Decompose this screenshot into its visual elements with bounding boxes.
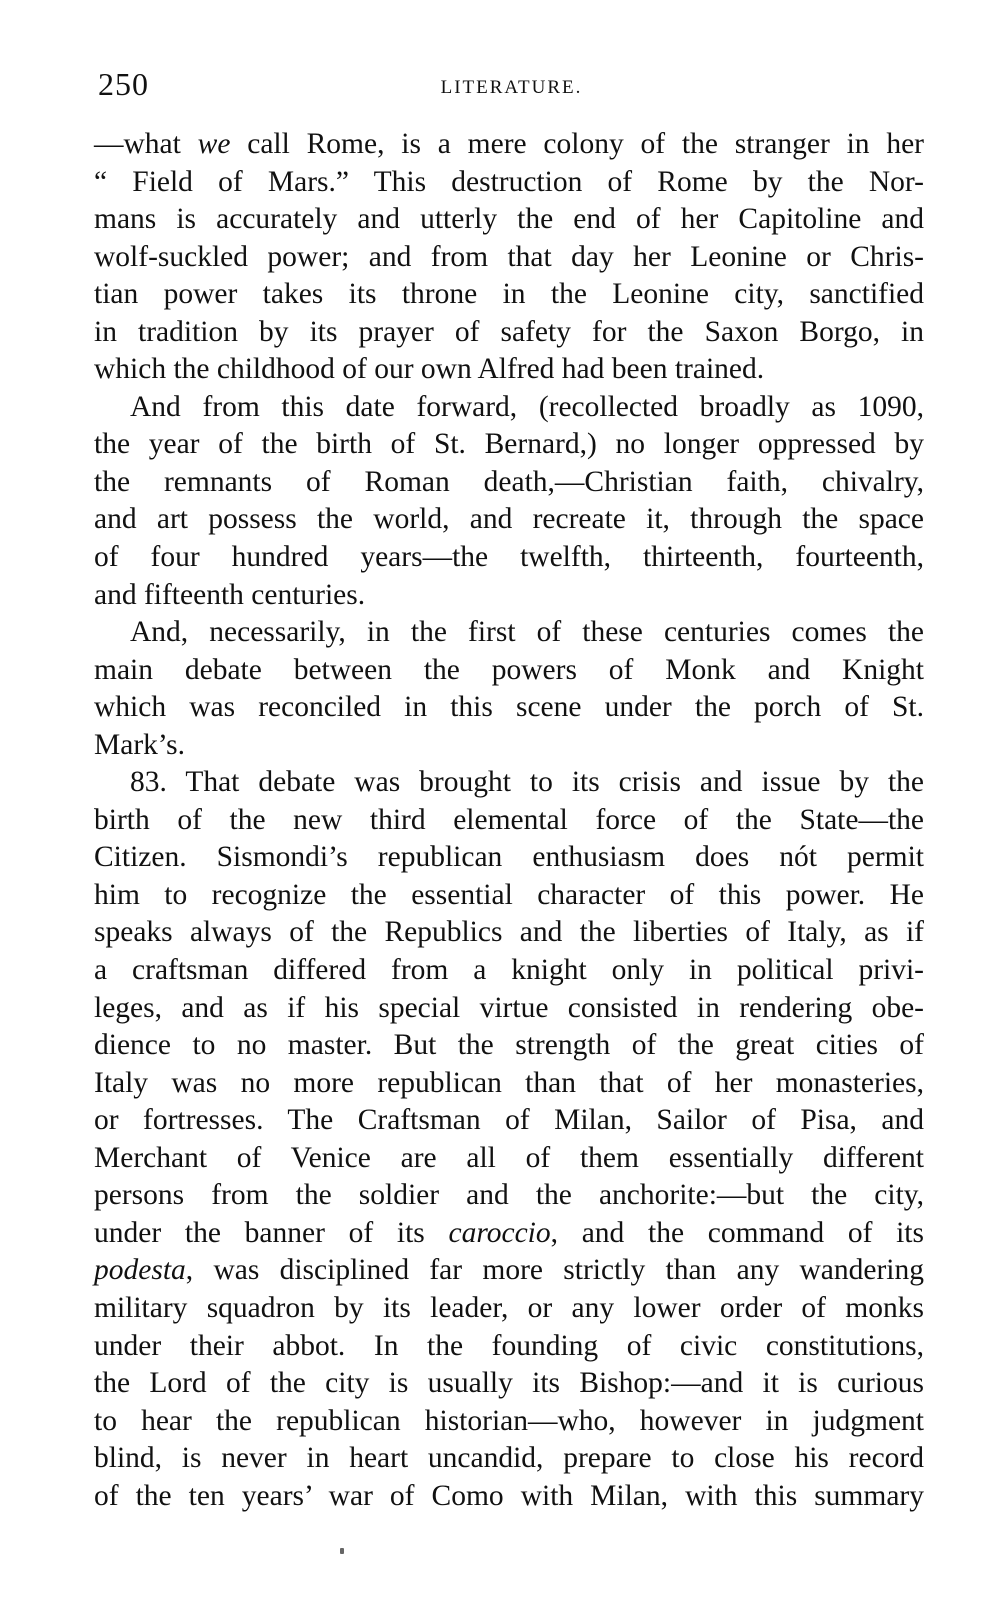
text-line: dience to no master. But the strength of the great cities of: [94, 1029, 924, 1062]
text-line: blind, is never in heart uncandid, prepare to close his record: [94, 1442, 924, 1475]
text-line: under their abbot. In the founding of civic constitutions,: [94, 1329, 924, 1362]
text-line: Mark’s.: [94, 728, 185, 761]
text-line: and art possess the world, and recreate it, through the space: [94, 503, 924, 536]
text-line: leges, and as if his special virtue consisted in rendering obe-: [94, 991, 924, 1024]
text-line: wolf-suckled power; and from that day her Leonine or Chris-: [94, 240, 924, 273]
text-line: podesta, was disciplined far more strictly than any wandering: [94, 1254, 924, 1287]
text-line: military squadron by its leader, or any lower order of monks: [94, 1291, 924, 1324]
text-line: mans is accurately and utterly the end of her Capitoline and: [94, 203, 924, 236]
text-line: birth of the new third elemental force of the State—the: [94, 803, 924, 836]
text-line: in tradition by its prayer of safety for the Saxon Borgo, in: [94, 315, 924, 348]
text-line: and fifteenth centuries.: [94, 578, 366, 611]
body-text: [94, 126, 924, 1515]
page-header: [98, 66, 925, 106]
text-line: “ Field of Mars.” This destruction of Rome by the Nor-: [94, 165, 924, 198]
text-line: speaks always of the Republics and the liberties of Italy, as if: [94, 916, 924, 949]
text-line: Citizen. Sismondi’s republican enthusiasm does nót permit: [94, 841, 924, 874]
text-line: tian power takes its throne in the Leonine city, sanctified: [94, 278, 924, 311]
text-line: And, necessarily, in the first of these centuries comes the: [130, 616, 924, 649]
text-line: 83. That debate was brought to its crisis and issue by the: [130, 766, 924, 799]
text-line: which was reconciled in this scene under the porch of St.: [94, 691, 924, 724]
text-line: of four hundred years—the twelfth, thirteenth, fourteenth,: [94, 541, 924, 574]
text-line: the Lord of the city is usually its Bishop:—and it is curious: [94, 1367, 924, 1400]
text-line: Merchant of Venice are all of them essentially different: [94, 1141, 924, 1174]
text-line: —what we call Rome, is a mere colony of the stranger in her: [94, 128, 924, 160]
text-line: him to recognize the essential character of this power. He: [94, 878, 924, 911]
text-line: under the banner of its caroccio, and the command of its: [94, 1216, 924, 1249]
text-line: which the childhood of our own Alfred had been trained.: [94, 353, 765, 386]
text-line: persons from the soldier and the anchorite:—but the city,: [94, 1179, 924, 1212]
text-line: Italy was no more republican than that of her monasteries,: [94, 1066, 924, 1099]
text-line: main debate between the powers of Monk and Knight: [94, 653, 924, 686]
text-line: And from this date forward, (recollected broadly as 1090,: [130, 390, 924, 423]
text-line: of the ten years’ war of Como with Milan, with this summary: [94, 1479, 924, 1512]
text-line: the year of the birth of St. Bernard,) no longer oppressed by: [94, 428, 924, 461]
text-line: a craftsman differed from a knight only in political privi-: [94, 954, 924, 987]
printer-mark: [340, 1548, 344, 1554]
running-title: LITERATURE.: [440, 77, 583, 98]
page-number: 250: [98, 66, 149, 102]
text-line: to hear the republican historian—who, however in judgment: [94, 1404, 924, 1437]
text-line: or fortresses. The Craftsman of Milan, Sailor of Pisa, and: [94, 1104, 924, 1137]
text-line: the remnants of Roman death,—Christian faith, chivalry,: [94, 465, 924, 498]
